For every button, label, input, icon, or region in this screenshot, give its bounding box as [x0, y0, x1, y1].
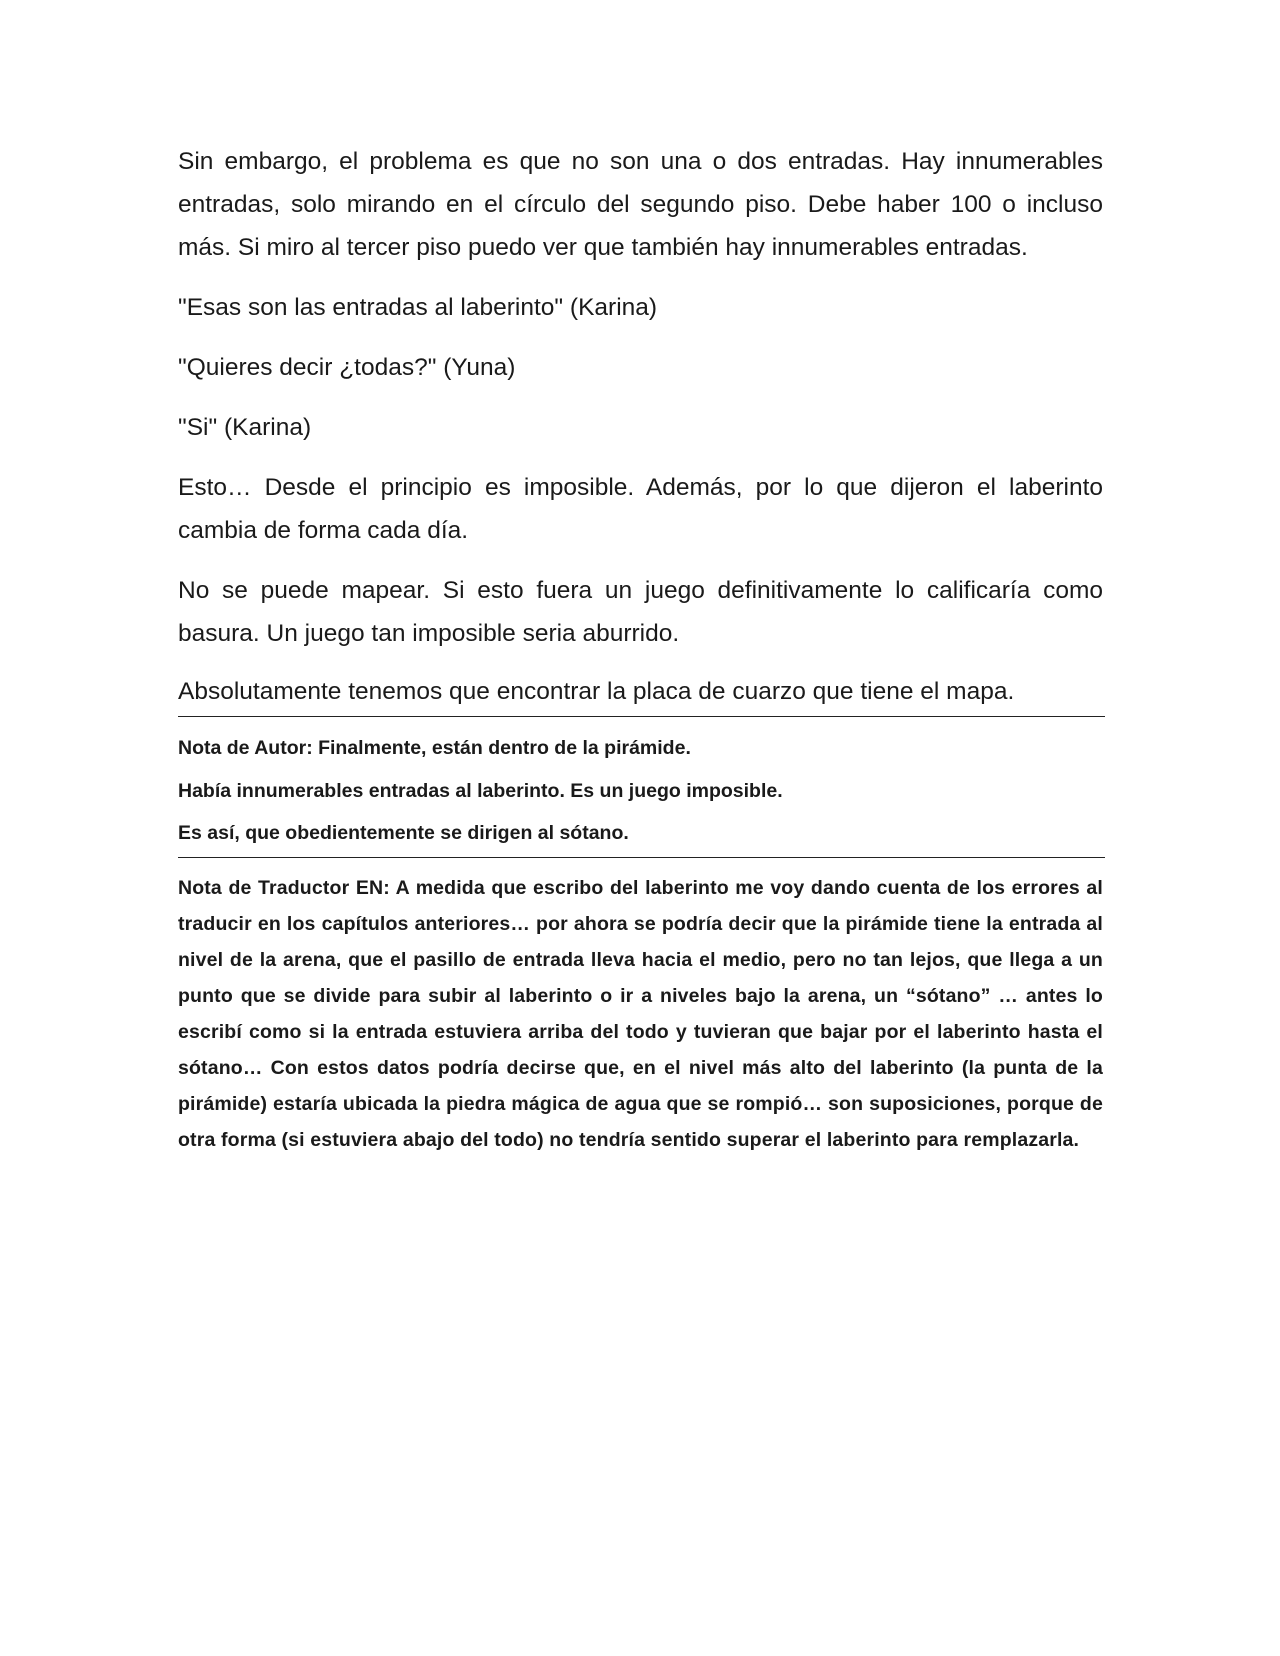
- translator-note: Nota de Traductor EN: A medida que escribo del laberinto me voy dando cuenta de los errores al traducir en los capítulos anteriores… por ahora se podría decir que la pirámide tiene la entrada al nivel de la arena, que el pasillo de entrada lleva hacia el medio, pero no tan lejos, que llega a un punto que se divide para subir al laberinto o ir a niveles bajo la arena, un “sótano” … antes lo escribí como si la entrada estuviera arriba del todo y tuvieran que bajar por el laberinto hasta el sótano… Con estos datos podría decirse que, en el nivel más alto del laberinto (la punta de la pirámide) estaría ubicada la piedra mágica de agua que se rompió… son suposiciones, porque de otra forma (si estuviera abajo del todo) no tendría sentido superar el laberinto para remplazarla.: [178, 877, 1103, 1151]
- divider: [178, 857, 1105, 858]
- author-note-line: Es así, que obedientemente se dirigen al sótano.: [178, 822, 629, 844]
- paragraph: No se puede mapear. Si esto fuera un juego definitivamente lo calificaría como basura. Un juego tan imposible seria aburrido.: [178, 577, 1103, 647]
- divider: [178, 716, 1105, 717]
- document-page: [178, 140, 1103, 1178]
- dialogue-line: "Quieres decir ¿todas?" (Yuna): [178, 354, 516, 381]
- author-note-line: Había innumerables entradas al laberinto. Es un juego imposible.: [178, 780, 783, 802]
- author-note-line: Nota de Autor: Finalmente, están dentro de la pirámide.: [178, 737, 691, 759]
- dialogue-line: "Esas son las entradas al laberinto" (Karina): [178, 294, 658, 321]
- paragraph: Esto… Desde el principio es imposible. Además, por lo que dijeron el laberinto cambia de forma cada día.: [178, 474, 1103, 544]
- author-note: [178, 727, 1103, 853]
- paragraph: Sin embargo, el problema es que no son una o dos entradas. Hay innumerables entradas, solo mirando en el círculo del segundo piso. Debe haber 100 o incluso más. Si miro al tercer piso puedo ver que también hay innumerables entradas.: [178, 148, 1103, 261]
- dialogue-line: "Si" (Karina): [178, 414, 312, 441]
- paragraph: Absolutamente tenemos que encontrar la placa de cuarzo que tiene el mapa.: [178, 678, 1015, 705]
